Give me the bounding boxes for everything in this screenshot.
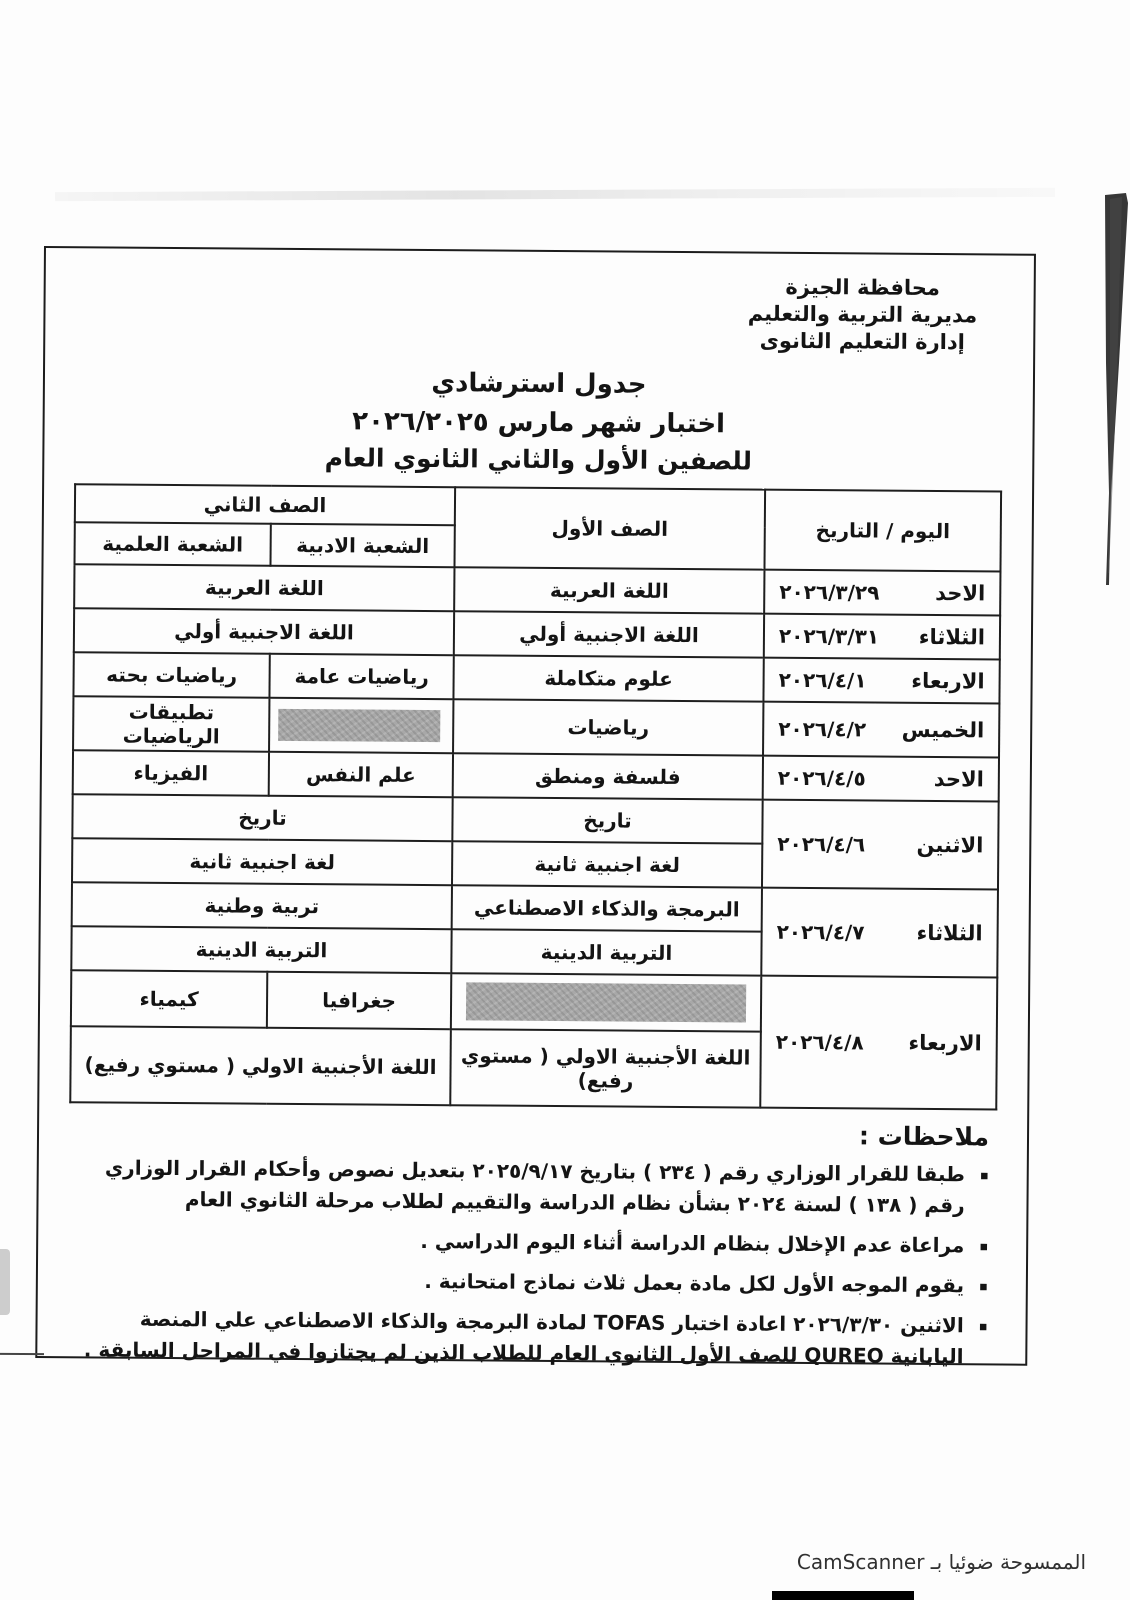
grade1-cell: التربية الدينية	[451, 929, 761, 975]
merged-cell: لغة اجنبية ثانية	[72, 838, 452, 885]
date-value: ٢٠٢٦/٤/٨	[775, 1029, 864, 1055]
literary-cell: جغرافيا	[267, 972, 451, 1029]
org-header	[717, 273, 1008, 356]
date-cell	[763, 658, 999, 704]
header-scientific: الشعبة العلمية	[75, 522, 271, 566]
header-day-date: اليوم / التاريخ	[764, 490, 1001, 572]
redaction-block	[466, 982, 746, 1022]
org-line-governorate: محافظة الجيزة	[785, 274, 941, 301]
bullet-square-icon: ▪	[979, 1168, 989, 1184]
grade1-cell: علوم متكاملة	[453, 655, 763, 701]
day-name: الاحد	[933, 767, 984, 792]
day-name: الاثنين	[916, 832, 984, 858]
note-item	[71, 1303, 987, 1372]
scientific-cell: رياضيات بحته	[73, 652, 269, 698]
note-item	[72, 1223, 988, 1261]
document-frame	[35, 246, 1036, 1369]
date-value: ٢٠٢٦/٣/٣١	[778, 623, 880, 649]
day-name: الخميس	[901, 717, 985, 743]
grade1-cell: فلسفة ومنطق	[453, 753, 763, 799]
grade1-cell: تاريخ	[452, 797, 762, 843]
scan-black-bar	[772, 1591, 914, 1600]
redacted-cell	[269, 698, 453, 753]
note-text: مراعاة عدم الإخلال بنظام الدراسة أثناء اليوم الدراسي .	[420, 1228, 965, 1258]
bullet-square-icon: ▪	[978, 1279, 988, 1295]
grade1-cell: اللغة العربية	[454, 567, 764, 613]
date-value: ٢٠٢٦/٤/٦	[777, 831, 866, 857]
notes-heading: ملاحظات :	[858, 1121, 990, 1152]
org-line-directorate: مديرية التربية والتعليم	[747, 301, 978, 328]
note-text: يقوم الموجه الأول لكل مادة بعمل ثلاث نماذج امتحانية .	[424, 1269, 965, 1298]
scan-left-artifact	[0, 1249, 10, 1315]
header-grade1: الصف الأول	[455, 487, 766, 569]
note-item	[72, 1263, 988, 1301]
date-cell	[763, 702, 999, 758]
scientific-cell: تطبيقات الرياضيات	[73, 696, 269, 752]
literary-cell: علم النفس	[269, 752, 453, 797]
document-title	[44, 365, 1033, 478]
exam-schedule-table	[69, 483, 1002, 1110]
literary-cell: رياضيات عامة	[269, 654, 453, 699]
date-cell	[764, 614, 1000, 660]
day-name: الثلاثاء	[918, 624, 986, 650]
redacted-cell	[451, 973, 761, 1031]
merged-cell: تربية وطنية	[72, 882, 452, 929]
scan-edge-artifact	[1098, 193, 1130, 593]
date-value: ٢٠٢٦/٤/٢	[778, 716, 867, 742]
note-item	[72, 1152, 988, 1221]
scientific-cell: كيمياء	[71, 970, 267, 1028]
merged-cell: التربية الدينية	[71, 926, 451, 973]
date-value: ٢٠٢٦/٤/١	[778, 667, 867, 693]
day-name: الاحد	[935, 581, 986, 606]
merged-cell: اللغة الاجنبية أولي	[74, 608, 454, 655]
sheet-tilt-wrapper	[35, 246, 1036, 1369]
date-value: ٢٠٢٦/٤/٥	[777, 765, 866, 791]
day-name: الاربعاء	[911, 668, 985, 694]
bullet-square-icon: ▪	[978, 1319, 988, 1335]
header-literary: الشعبة الادبية	[271, 524, 455, 567]
date-cell	[762, 800, 999, 890]
merged-cell: اللغة العربية	[74, 564, 454, 611]
bullet-square-icon: ▪	[979, 1239, 989, 1255]
grade1-cell: لغة اجنبية ثانية	[452, 841, 762, 887]
grade1-cell: اللغة الأجنبية الاولي ( مستوي رفيع)	[450, 1029, 761, 1107]
date-cell	[763, 756, 999, 802]
grade1-cell: رياضيات	[453, 699, 763, 755]
date-cell	[760, 976, 997, 1110]
grade1-cell: اللغة الاجنبية أولي	[454, 611, 764, 657]
merged-cell: اللغة الأجنبية الاولي ( مستوي رفيع)	[70, 1026, 451, 1105]
date-value: ٢٠٢٦/٤/٧	[776, 919, 865, 945]
scientific-cell: الفيزياء	[73, 750, 269, 796]
scan-smudge-artifact	[55, 188, 1055, 201]
title-line-3: للصفين الأول والثاني الثانوي العام	[324, 443, 753, 476]
title-line-1: جدول استرشادي	[431, 368, 647, 400]
scan-fold-line	[0, 1353, 44, 1355]
org-line-administration: إدارة التعليم الثانوى	[759, 328, 965, 355]
redaction-block	[278, 709, 440, 742]
date-cell	[764, 570, 1000, 616]
grade1-cell: البرمجة والذكاء الاصطناعي	[452, 885, 762, 931]
header-grade2: الصف الثاني	[75, 484, 455, 525]
date-value: ٢٠٢٦/٣/٢٩	[779, 579, 880, 605]
note-text: طبقا للقرار الوزاري رقم ( ٢٣٤ ) بتاريخ ٢٠٢٥/٩/١٧ بتعديل نصوص وأحكام القرار الوزاري رقم ( ١٣٨ ) لسنة ٢٠٢٤ بشأن نظام الدراسة والتقييم لطلاب مرحلة الثانوي العام	[104, 1155, 966, 1218]
day-name: الاربعاء	[908, 1030, 982, 1056]
day-name: الثلاثاء	[916, 920, 983, 946]
merged-cell: تاريخ	[72, 794, 452, 841]
note-text: الاثنين ٢٠٢٦/٣/٣٠ اعادة اختبار TOFAS لمادة البرمجة والذكاء الاصطناعي علي المنصة اليابانية QUREO للصف الأول الثانوي العام للطلاب الذين لم يجتازوا في المراحل السابقة .	[83, 1306, 964, 1369]
camscanner-watermark: الممسوحة ضوئيا بـ CamScanner	[796, 1550, 1086, 1574]
notes-section	[71, 1115, 989, 1372]
date-cell	[761, 888, 998, 978]
title-line-2: اختبار شهر مارس ٢٠٢٦/٢٠٢٥	[352, 406, 726, 440]
